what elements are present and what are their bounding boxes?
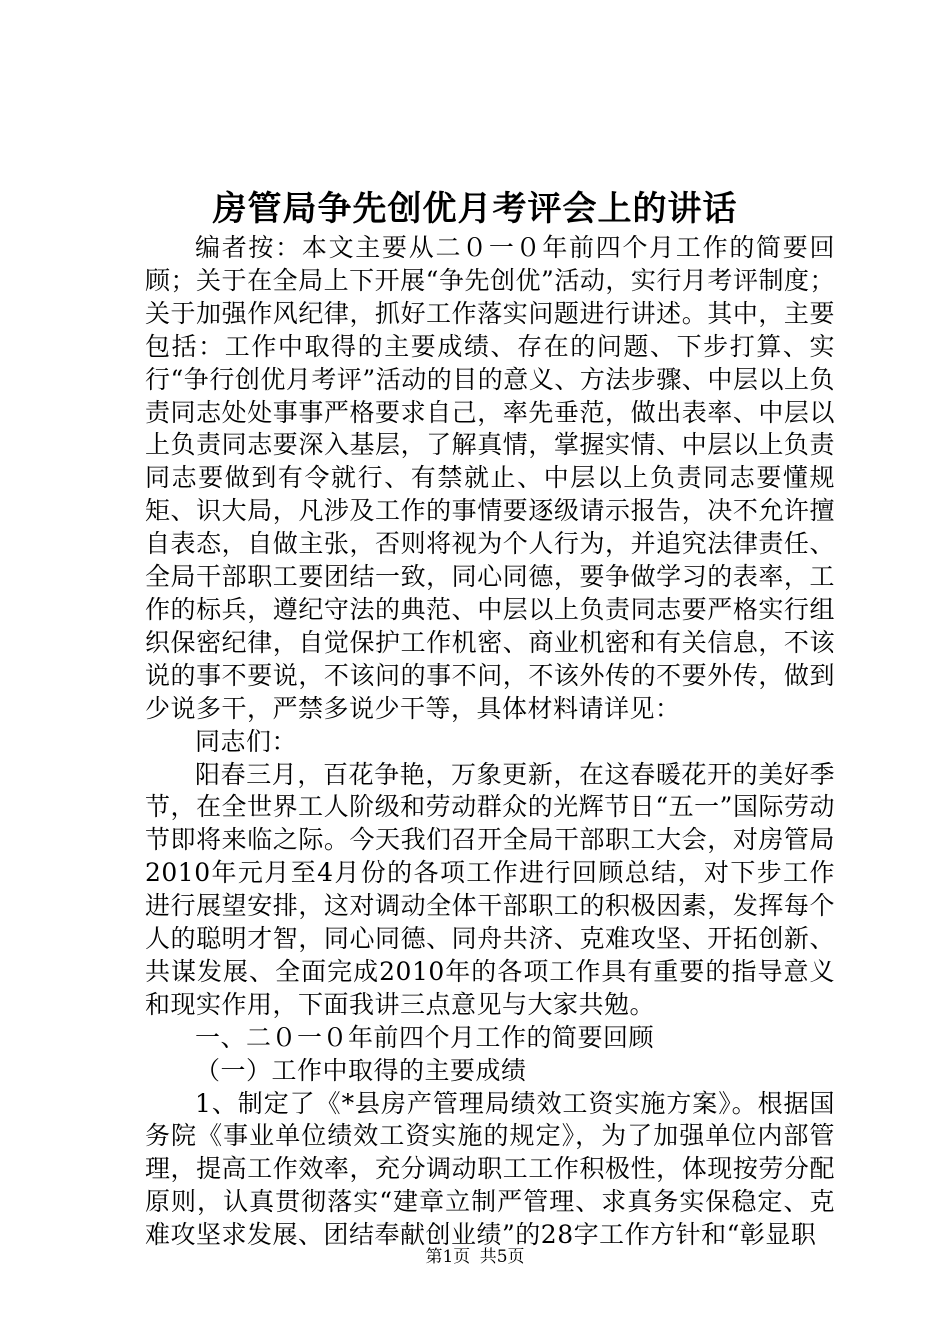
- page-number: 第1页: [425, 1247, 471, 1267]
- editor-note-paragraph: 编者按：本文主要从二０一０年前四个月工作的简要回顾；关于在全局上下开展“争先创优”活动，实行月考评制度；关于加强作风纪律，抓好工作落实问题进行讲述。其中，主要包括：工作中取得的主要成绩、存在的问题、下步打算、实行“争行创优月考评”活动的目的意义、方法步骤、中层以上负责同志处处事事严格要求自己，率先垂范，做出表率、中层以上负责同志要深入基层，了解真情，掌握实情、中层以上负责同志要做到有令就行、有禁就止、中层以上负责同志要懂规矩、识大局，凡涉及工作的事情要逐级请示报告，决不允许擅自表态，自做主张，否则将视为个人行为，并追究法律责任、全局干部职工要团结一致，同心同德，要争做学习的表率，工作的标兵，遵纪守法的典范、中层以上负责同志要严格实行组织保密纪律，自觉保护工作机密、商业机密和有关信息，不该说的事不要说，不该问的事不问，不该外传的不要外传，做到少说多干，严禁多说少干等，具体材料请详见：: [145, 233, 835, 723]
- page-total: 共5页: [479, 1247, 525, 1267]
- intro-paragraph: 阳春三月，百花争艳，万象更新，在这春暖花开的美好季节，在全世界工人阶级和劳动群众的光辉节日“五一”国际劳动节即将来临之际。今天我们召开全局干部职工大会，对房管局2010年元月至4月份的各项工作进行回顾总结，对下步工作进行展望安排，这对调动全体干部职工的积极因素，发挥每个人的聪明才智，同心同德、同舟共济、克难攻坚、开拓创新、共谋发展、全面完成2010年的各项工作具有重要的指导意义和现实作用，下面我讲三点意见与大家共勉。: [145, 759, 835, 1019]
- document-title: 房管局争先创优月考评会上的讲话: [212, 189, 738, 229]
- item-paragraph-1: 1、制定了《*县房产管理局绩效工资实施方案》。根据国务院《事业单位绩效工资实施的规定》，为了加强单位内部管理，提高工作效率，充分调动职工工作积极性，体现按劳分配原则，认真贯彻落实“建章立制严管理、求真务实保稳定、克难攻坚求发展、团结奉献创业绩”的28字工作方针和“彰显职: [145, 1088, 835, 1250]
- subsection-heading-1: （一）工作中取得的主要成绩: [195, 1055, 527, 1085]
- document-body: [145, 232, 835, 1252]
- page-footer: [0, 1246, 950, 1268]
- section-heading-1: 一、二０一０年前四个月工作的简要回顾: [195, 1022, 655, 1052]
- salutation-paragraph: 同志们：: [195, 726, 298, 756]
